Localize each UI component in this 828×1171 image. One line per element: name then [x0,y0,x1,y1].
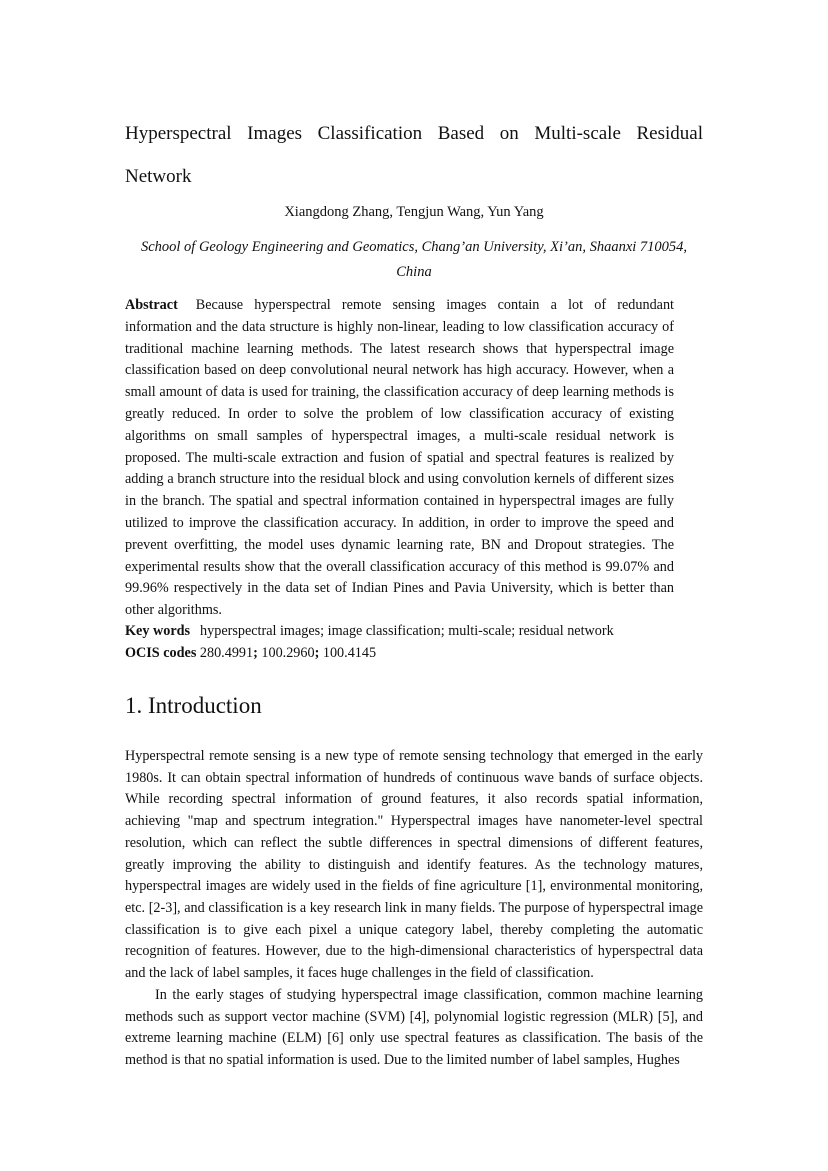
ocis-code: 280.4991 [199,645,254,661]
author-list: Xiangdong Zhang, Tengjun Wang, Yun Yang [284,204,544,220]
ocis-code: 100.2960 [261,645,315,661]
intro-paragraph: Hyperspectral remote sensing is a new type of remote sensing technology that emerged in the early 1980s. It can obtain spectral information of hundreds of continuous wave bands of surface objects. While recording spectral information of ground features, it also records spatial information, achieving "map and spectrum integration." Hyperspectral images have nanometer-level spectral resolution, which can reflect the subtle differences in spectral dimensions of different features, greatly improving the ability to distinguish and identify features. As the technology matures, hyperspectral images are widely used in the fields of fine agriculture [1], environmental monitoring, etc. [2-3], and classification is a key research link in many fields. The purpose of hyperspectral image classification is to give each pixel a unique category label, thereby completing the automatic recognition of features. However, due to the high-dimensional characteristics of hyperspectral data and the lack of label samples, it faces huge challenges in the field of classification. [125,748,703,982]
keywords-label: Key words [125,623,191,639]
ocis-label: OCIS codes [125,645,197,661]
ocis-codes [125,643,703,665]
keywords-text: hyperspectral images; image classification; multi-scale; residual network [200,623,614,639]
ocis-code: 100.4145 [322,645,377,661]
intro-paragraph: In the early stages of studying hyperspectral image classification, common machine learning methods such as support vector machine (SVM) [4], polynomial logistic regression (MLR) [5], and extreme learning machine (ELM) [6] only use spectral features as classification. The basis of the method is that no spatial information is used. Due to the limited number of label samples, Hughes [125,987,703,1069]
affiliation: School of Geology Engineering and Geomatics, Chang’an University, Xi’an, Shaanxi 710054, China [140,239,688,280]
ocis-separator: ; [314,645,320,661]
abstract-text: Because hyperspectral remote sensing images contain a lot of redundant information and the data structure is highly non-linear, leading to low classification accuracy of traditional machine learning methods. The latest research shows that hyperspectral image classification based on deep convolutional neural network has high accuracy. However, when a small amount of data is used for training, the classification accuracy of deep learning methods is greatly reduced. In order to solve the problem of low classification accuracy of existing algorithms on small samples of hyperspectral images, a multi-scale residual network is proposed. The multi-scale extraction and fusion of spatial and spectral features is realized by adding a branch structure into the residual block and using convolution kernels of different sizes in the branch. The spatial and spectral information contained in hyperspectral images are fully utilized to improve the classification accuracy. In addition, in order to improve the speed and prevent overfitting, the model uses dynamic learning rate, BN and Dropout strategies. The experimental results show that the overall classification accuracy of this method is 99.07% and 99.96% respectively in the data set of Indian Pines and Pavia University, which is better than other algorithms. [125,297,674,619]
abstract-label: Abstract [125,297,178,313]
ocis-separator: ; [253,645,258,661]
section-heading-introduction: 1. Introduction [125,693,262,718]
paper-title: Hyperspectral Images Classification Based on Multi-scale Residual Network [125,123,703,187]
abstract [125,295,674,622]
keywords [125,621,703,643]
